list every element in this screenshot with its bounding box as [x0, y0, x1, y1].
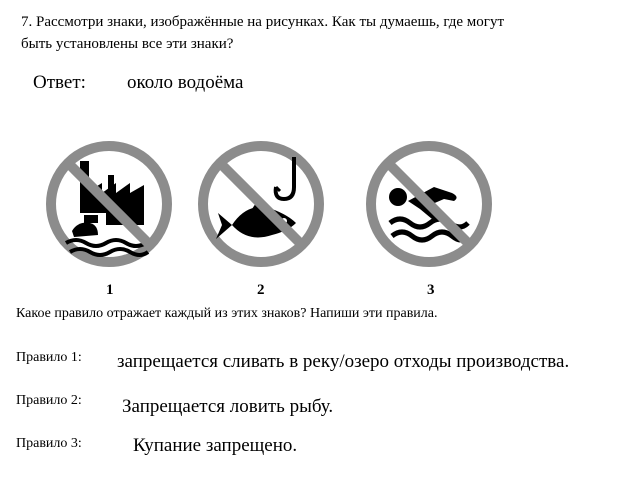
- sign-number-1: 1: [106, 282, 114, 298]
- fishing-prohibited-icon: [196, 139, 326, 269]
- rule-2-answer: Запрещается ловить рыбу.: [122, 396, 334, 417]
- swimming-prohibited-icon: [364, 139, 494, 269]
- sign-number-2: 2: [257, 282, 265, 298]
- sign-number-3: 3: [427, 282, 435, 298]
- question-text: [21, 11, 621, 55]
- question-line-1: 7. Рассмотри знаки, изображённые на рисунках. Как ты думаешь, где могут: [21, 14, 504, 30]
- rule-3-answer: Купание запрещено.: [133, 435, 298, 456]
- factory-discharge-prohibited-icon: [44, 139, 174, 269]
- answer-label: Ответ:: [33, 72, 86, 93]
- answer-value: около водоёма: [127, 72, 244, 93]
- rule-1-label: Правило 1:: [16, 350, 82, 365]
- rule-3-label: Правило 3:: [16, 436, 82, 451]
- rule-1-answer: запрещается сливать в реку/озеро отходы производства.: [117, 351, 570, 372]
- sub-question-text: Какое правило отражает каждый из этих знаков? Напиши эти правила.: [16, 306, 438, 321]
- rule-2-label: Правило 2:: [16, 393, 82, 408]
- question-line-2: быть установлены все эти знаки?: [21, 36, 234, 52]
